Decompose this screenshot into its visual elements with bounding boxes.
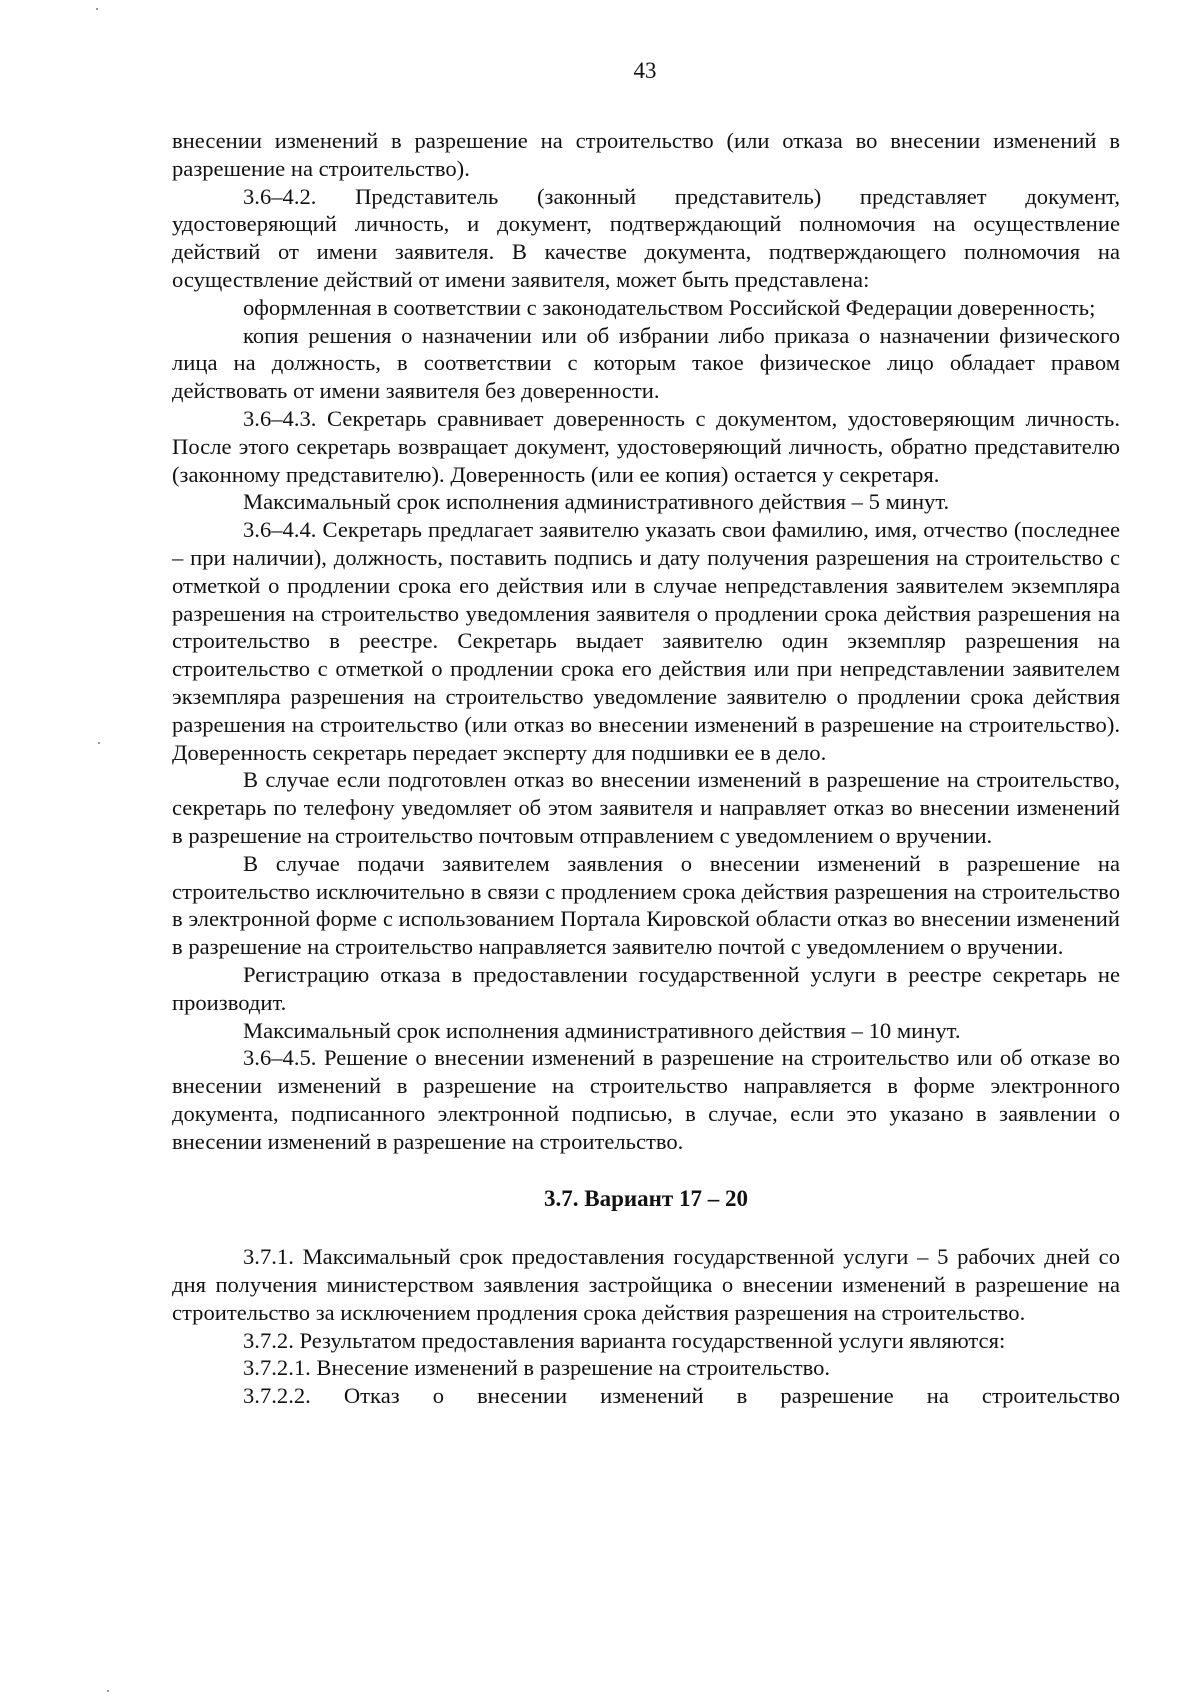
page-number: 43 (633, 58, 657, 83)
scan-speck (98, 742, 100, 744)
paragraph-3-7-2: 3.7.2. Результатом предоставления варианта государственной услуги являются: (243, 1327, 1006, 1353)
paragraph-power-of-attorney: оформленная в соответствии с законодательством Российской Федерации доверенность; (243, 294, 1096, 320)
paragraph-3-6-4-5: 3.6–4.5. Решение о внесении изменений в разрешение на строительство или об отказе во внесении изменений в разрешение на строительство направляется в форме электронного документа, подписанного электронной подписью, в случае, если это указано в заявлении о внесении изменений в разрешение на строительство. (172, 1045, 1120, 1154)
paragraph-3-7-1: 3.7.1. Максимальный срок предоставления государственной услуги – 5 рабочих дней со дня получения министерством заявления застройщика о внесении изменений в разрешение на строительство за исключением продления срока действия разрешения на строительство. (172, 1244, 1120, 1325)
paragraph-max-time-10: Максимальный срок исполнения административного действия – 10 минут. (243, 1017, 961, 1043)
document-body (172, 127, 1120, 1410)
section-heading: 3.7. Вариант 17 – 20 (544, 1186, 748, 1212)
scan-speck (107, 1690, 109, 1692)
paragraph-3-7-2-2: 3.7.2.2. Отказ о внесении изменений в разрешение на строительство (243, 1383, 1120, 1409)
paragraph-3-6-4-2: 3.6–4.2. Представитель (законный представитель) представляет документ, удостоверяющий личность, и документ, подтверждающий полномочия на осуществление действий от имени заявителя. В качестве документа, подтверждающего полномочия на осуществление действий от имени заявителя, может быть представлена: (172, 183, 1120, 292)
paragraph-decision-copy: копия решения о назначении или об избрании либо приказа о назначении физического лица на должность, в соответствии с которым такое физическое лицо обладает правом действовать от имени заявителя без доверенности. (172, 322, 1120, 404)
paragraph-continuation: внесении изменений в разрешение на строительство (или отказа во внесении изменений в разрешение на строительство). (172, 128, 1120, 181)
paragraph-registration: Регистрацию отказа в предоставлении государственной услуги в реестре секретарь не производит. (172, 961, 1120, 1015)
paragraph-electronic-submission: В случае подачи заявителем заявления о внесении изменений в разрешение на строительство исключительно в связи с продлением срока действия разрешения на строительство в электронной форме с использованием Портала Кировской области отказ во внесении изменений в разрешение на строительство направляется заявителю почтой с уведомлением о вручении. (172, 850, 1120, 960)
paragraph-refusal-prepared: В случае если подготовлен отказ во внесении изменений в разрешение на строительство, секретарь по телефону уведомляет об этом заявителя и направляет отказ во внесении изменений в разрешение на строительство почтовым отправлением с уведомлением о вручении. (172, 767, 1120, 848)
paragraph-3-7-2-1: 3.7.2.1. Внесение изменений в разрешение на строительство. (243, 1355, 831, 1381)
paragraph-3-6-4-4: 3.6–4.4. Секретарь предлагает заявителю указать свои фамилию, имя, отчество (последнее – при наличии), должность, поставить подпись и дату получения разрешения на строительство с отметкой о продлении срока его действия или в случае непредставления заявителем экземпляра разрешения на строительство уведомления заявителя о продлении срока действия разрешения на строительство в реестре. Секретарь выдает заявителю один экземпляр разрешения на строительство с отметкой о продлении срока его действия или при непредставлении заявителем экземпляра разрешения на строительство уведомление заявителю о продлении срока действия разрешения на строительство (или отказ во внесении изменений в разрешение на строительство). Доверенность секретарь передает эксперту для подшивки ее в дело. (172, 517, 1120, 765)
scan-speck (96, 8, 98, 10)
paragraph-max-time-5: Максимальный срок исполнения административного действия – 5 минут. (243, 489, 950, 515)
paragraph-3-6-4-3: 3.6–4.3. Секретарь сравнивает доверенность с документом, удостоверяющим личность. После этого секретарь возвращает документ, удостоверяющий личность, обратно представителю (законному представителю). Доверенность (или ее копия) остается у секретаря. (172, 405, 1120, 487)
